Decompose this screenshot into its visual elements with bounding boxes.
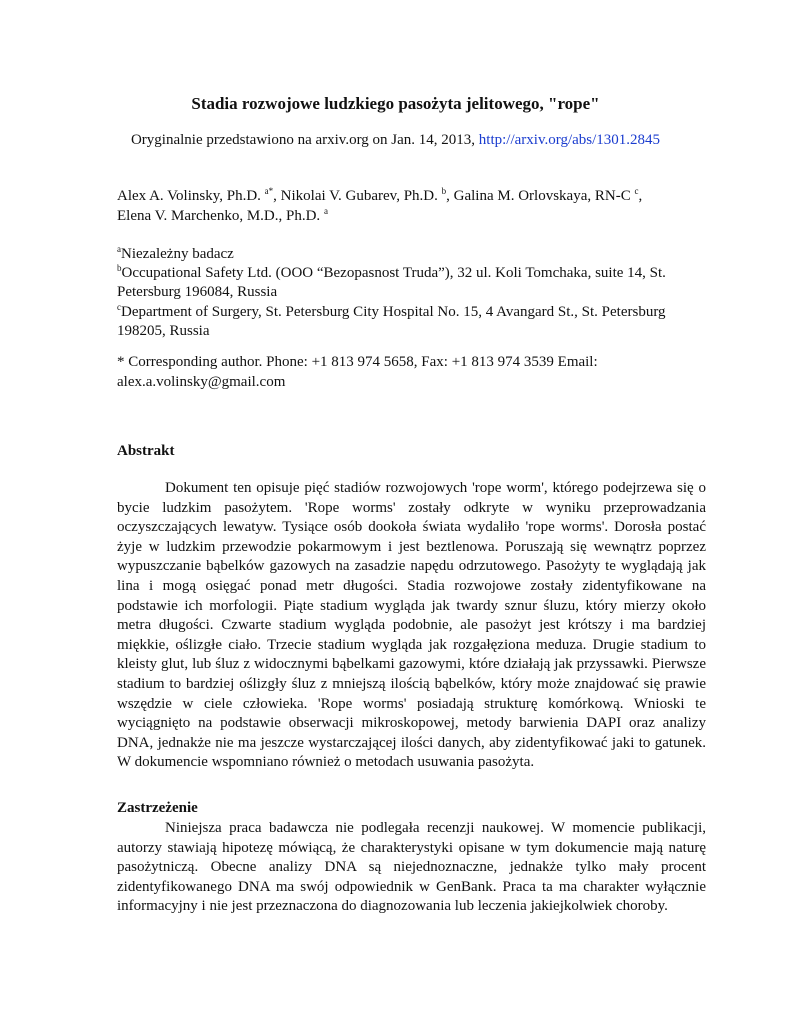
corresponding-author-note: * Corresponding author. Phone: +1 813 974 5658, Fax: +1 813 974 3539 Email: alex.a.volinsky@gmail.com — [117, 354, 598, 390]
affiliation-text: Niezależny badacz — [121, 246, 234, 262]
author-name: Nikolai V. Gubarev, Ph.D. — [280, 188, 442, 204]
abstract-text: Dokument ten opisuje pięć stadiów rozwojowych 'rope worm', którego podejrzewa się o bycie ludzkim pasożytem. 'Rope worms' zostały odkryte w wyniku przeprowadzania oczyszczających lewatyw. Tysiące osób dookoła świata wydaliło 'rope worms'. Dorosła postać żyje w ludzkim przewodzie pokarmowym i jest beztlenowa. Poruszają się wewnątrz poprzez wypuszczanie bąbelków gazowych na zasadzie napędu odrzutowego. Pasożyty te wyglądają jak lina i mogą osięgać ponad metr długości. Stadia rozwojowe zostały zidentyfikowane na podstawie ich morfologii. Piąte stadium wygląda jak twardy sznur śluzu, który mierzy około metra długości. Czwarte stadium wygląda podobnie, ale pasożyt jest krótszy i ma bardziej miękkie, oślizgłe ciało. Trzecie stadium wygląda jak rozgałęziona meduza. Drugie stadium to kleisty glut, lub śluz z widocznymi bąbelkami gazowymi, które działają jak przyssawki. Pierwsze stadium to bardziej oślizgły śluz z mniejszą ilością bąbelków, który może znajdować się prawie wszędzie w ciele człowieka. 'Rope worms' posiadają strukturę komórkową. Wnioski te wyciągnięto na podstawie obserwacji mikroskopowej, metody barwienia DAPI oraz analizy DNA, jednakże nie ma jeszcze wystarczającej ilości danych, aby zidentyfikować jaki to gatunek. W dokumencie wspomniano również o metodach usuwania pasożyta. — [117, 480, 706, 771]
affiliation-c — [117, 303, 707, 341]
abstract-heading: Abstrakt — [117, 443, 175, 459]
author-name: Alex A. Volinsky, Ph.D. — [117, 188, 265, 204]
affiliation-text: Occupational Safety Ltd. (OOO “Bezopasnost Truda”), 32 ul. Koli Tomchaka, suite 14, St. Petersburg 196084, Russia — [117, 265, 666, 300]
author-separator: , — [446, 188, 454, 204]
affiliation-mark: c — [117, 302, 121, 312]
arxiv-link[interactable]: http://arxiv.org/abs/1301.2845 — [478, 132, 661, 148]
author-affiliation-mark: a — [323, 206, 328, 216]
author-affiliation-mark: c — [634, 186, 639, 196]
author-affiliation-mark: a* — [264, 186, 274, 196]
affiliation-text: Department of Surgery, St. Petersburg City Hospital No. 15, 4 Avangard St., St. Petersburg 198205, Russia — [117, 304, 666, 339]
paper-title: Stadia rozwojowe ludzkiego pasożyta jelitowego, "rope" — [191, 94, 600, 113]
disclaimer-heading: Zastrzeżenie — [117, 800, 198, 816]
author-affiliation-mark: b — [441, 186, 447, 196]
affiliation-mark: b — [117, 263, 122, 273]
affiliation-a — [117, 245, 707, 264]
author-separator: , — [273, 188, 281, 204]
affiliation-mark: a — [117, 244, 121, 254]
disclaimer-text: Niniejsza praca badawcza nie podlegała recenzji naukowej. W momencie publikacji, autorzy stawiają hipotezę mówiącą, że charakterystyki opisane w tym dokumencie mają naturę pasożytniczą. Obecne analizy DNA są niejednoznaczne, jednakże tylko mały procent zidentyfikowanego DNA ma swój odpowiednik w GenBank. Praca ta ma charakter wyłącznie informacyjny i nie jest przeznaczona do diagnozowania lub leczenia jakiejkolwiek choroby. — [117, 820, 706, 915]
author-list — [117, 186, 697, 226]
affiliation-b — [117, 264, 707, 302]
original-publication-note — [0, 132, 791, 149]
original-note-text: Oryginalnie przedstawiono na arxiv.org on Jan. 14, 2013, — [130, 132, 479, 148]
author-separator: , — [638, 188, 643, 204]
author-name: Elena V. Marchenko, M.D., Ph.D. — [117, 208, 324, 224]
author-name: Galina M. Orlovskaya, RN-C — [453, 188, 635, 204]
